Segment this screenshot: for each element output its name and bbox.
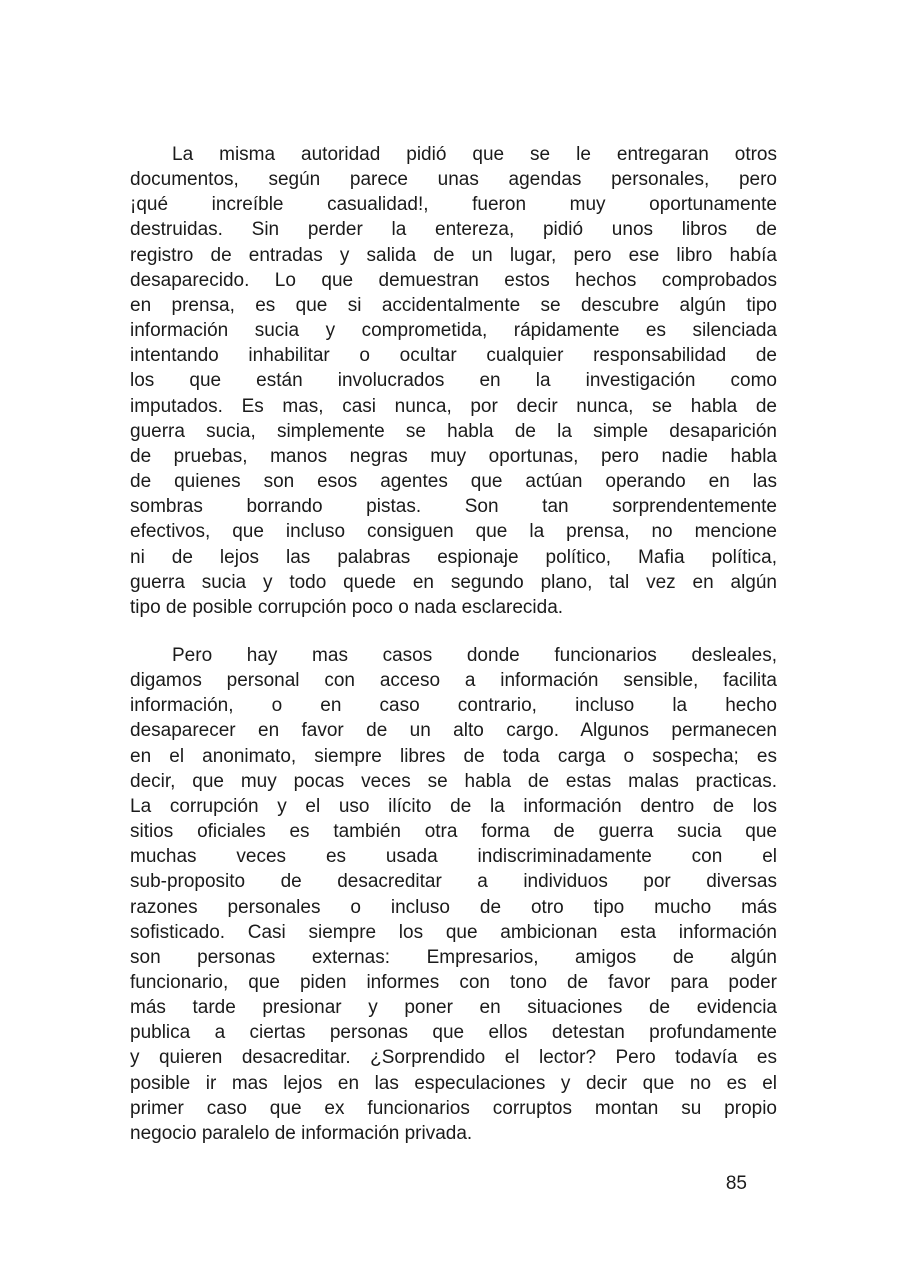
- text-line: destruidas. Sin perder la entereza, pidió unos libros de: [130, 219, 777, 241]
- text-line: decir, que muy pocas veces se habla de estas malas practicas.: [130, 770, 777, 792]
- text-line: sitios oficiales es también otra forma de guerra sucia que: [130, 821, 777, 843]
- page-number: 85: [725, 1173, 747, 1194]
- text-line: información, o en caso contrario, incluso la hecho: [130, 695, 777, 717]
- text-line: más tarde presionar y poner en situaciones de evidencia: [130, 997, 777, 1019]
- text-line: muchas veces es usada indiscriminadamente con el: [130, 846, 777, 868]
- paragraph-1: [130, 142, 777, 620]
- text-line: desaparecer en favor de un alto cargo. Algunos permanecen: [130, 720, 777, 742]
- text-line: ni de lejos las palabras espionaje político, Mafia política,: [130, 546, 777, 568]
- text-line: La misma autoridad pidió que se le entregaran otros: [172, 144, 777, 165]
- text-line: negocio paralelo de información privada.: [130, 1122, 473, 1144]
- text-line: sofisticado. Casi siempre los que ambicionan esta información: [130, 921, 777, 943]
- text-line: efectivos, que incluso consiguen que la prensa, no mencione: [130, 521, 777, 543]
- text-line: razones personales o incluso de otro tipo mucho más: [130, 896, 777, 918]
- paragraph-2: [130, 643, 777, 1146]
- text-line: registro de entradas y salida de un lugar, pero ese libro había: [130, 244, 777, 266]
- text-line: tipo de posible corrupción poco o nada esclarecida.: [130, 596, 564, 618]
- text-line: imputados. Es mas, casi nunca, por decir nunca, se habla de: [130, 395, 777, 417]
- text-line: intentando inhabilitar o ocultar cualquier responsabilidad de: [130, 345, 777, 367]
- text-line: primer caso que ex funcionarios corruptos montan su propio: [130, 1097, 777, 1119]
- text-line: guerra sucia, simplemente se habla de la simple desaparición: [130, 420, 777, 442]
- text-line: publica a ciertas personas que ellos detestan profundamente: [130, 1022, 777, 1044]
- text-line: guerra sucia y todo quede en segundo plano, tal vez en algún: [130, 571, 777, 593]
- text-line: sub-proposito de desacreditar a individuos por diversas: [130, 871, 777, 893]
- text-line: en prensa, es que si accidentalmente se descubre algún tipo: [130, 294, 777, 316]
- text-line: desaparecido. Lo que demuestran estos hechos comprobados: [130, 269, 777, 291]
- text-line: en el anonimato, siempre libres de toda carga o sospecha; es: [130, 745, 777, 767]
- text-line: digamos personal con acceso a información sensible, facilita: [130, 670, 777, 692]
- text-line: y quieren desacreditar. ¿Sorprendido el lector? Pero todavía es: [130, 1047, 777, 1069]
- text-line: posible ir mas lejos en las especulaciones y decir que no es el: [130, 1072, 777, 1094]
- text-line: La corrupción y el uso ilícito de la información dentro de los: [130, 795, 777, 817]
- text-line: sombras borrando pistas. Son tan sorprendentemente: [130, 496, 777, 518]
- text-line: documentos, según parece unas agendas personales, pero: [130, 169, 777, 191]
- text-line: son personas externas: Empresarios, amigos de algún: [130, 946, 777, 968]
- text-line: los que están involucrados en la investigación como: [130, 370, 777, 392]
- body-text: [130, 142, 777, 1146]
- text-line: ¡qué increíble casualidad!, fueron muy oportunamente: [130, 194, 777, 216]
- text-line: información sucia y comprometida, rápidamente es silenciada: [130, 320, 777, 342]
- text-line: de quienes son esos agentes que actúan operando en las: [130, 471, 777, 493]
- text-line: de pruebas, manos negras muy oportunas, pero nadie habla: [130, 445, 777, 467]
- text-line: funcionario, que piden informes con tono de favor para poder: [130, 972, 777, 993]
- text-line: Pero hay mas casos donde funcionarios desleales,: [172, 644, 777, 666]
